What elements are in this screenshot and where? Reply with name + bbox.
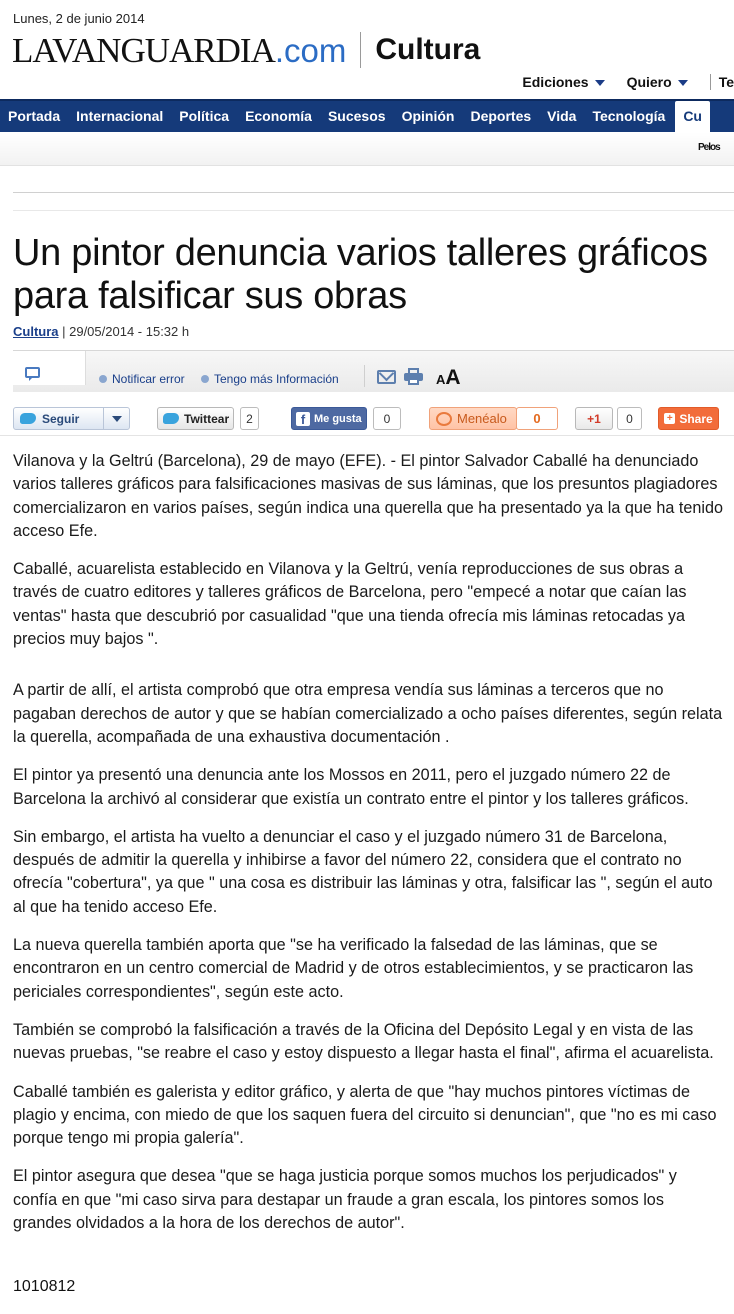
nav-item-sucesos[interactable]: Sucesos xyxy=(327,108,386,124)
article-paragraph: Sin embargo, el artista ha vuelto a denunciar el caso y el juzgado número 31 de Barcelona, después de admitir la querella y inhibirse a favor del número 22, considera que el contrato no ofrecía "cobertura", ya que " una cosa es distribuir las láminas y otra, falsificar las ", según el auto al que ha tenido acceso Efe. xyxy=(13,827,713,916)
meneame-count: 0 xyxy=(516,407,558,430)
article-meta xyxy=(13,324,189,339)
google-plus-label: +1 xyxy=(587,411,601,426)
article-paragraph: Caballé, acuarelista establecido en Vilanova y la Geltrú, venía reproducciones de sus obras a través de cuatro editores y talleres gráficos de Barcelona, pero "empecé a notar que caían las ventas" hasta que descubrió por casualidad "que una tienda ofrecía mis láminas retocadas ya precios muy bajos ". xyxy=(13,560,687,649)
article-body xyxy=(13,450,725,1250)
top-links xyxy=(522,74,734,90)
nav-item-politica[interactable]: Política xyxy=(179,108,230,124)
toolbar-divider xyxy=(364,365,365,387)
font-increase-label[interactable]: A xyxy=(445,366,461,389)
nav-item-cultura[interactable]: Cu xyxy=(675,101,710,132)
article-paragraph: El pintor asegura que desea "que se haga justicia porque somos muchos los perjudicados" y confía en que "mi caso sirva para destapar un fraude a gran escala, los pintores somos los grandes olvidados a la hora de los derechos de autor". xyxy=(13,1167,677,1233)
section-link[interactable]: Cultura xyxy=(13,324,59,339)
editions-menu[interactable] xyxy=(522,74,604,90)
masthead xyxy=(12,30,480,70)
divider xyxy=(13,192,734,193)
article-timestamp: | 29/05/2014 - 15:32 h xyxy=(62,324,190,339)
article-paragraph: También se comprobó la falsificación a través de la Oficina del Depósito Legal y en vista de las nuevas pruebas, "se reabre el caso y estoy dispuesto a llegar hasta el final", afirma el acuarelista. xyxy=(13,1020,714,1063)
article-paragraph: Vilanova y la Geltrú (Barcelona), 29 de mayo (EFE). - El pintor Salvador Caballé ha denunciado varios talleres gráficos para falsificaciones masivas de sus láminas, que los presuntos plagiadores comercializaron en varios países, según indica una querella que ha presentado ya la que ha tenido acceso Efe. xyxy=(13,452,724,540)
print-icon[interactable] xyxy=(404,368,423,385)
share-button[interactable] xyxy=(658,407,719,430)
quiero-menu[interactable] xyxy=(627,74,688,90)
logo-divider xyxy=(360,32,361,68)
notify-error-label: Notificar error xyxy=(112,372,185,386)
comments-tab[interactable] xyxy=(13,351,86,385)
quiero-label: Quiero xyxy=(626,74,672,90)
plus-icon: + xyxy=(664,413,675,424)
nav-item-economia[interactable]: Economía xyxy=(245,108,312,124)
chevron-down-icon[interactable] xyxy=(103,408,129,429)
chevron-down-icon xyxy=(678,80,688,86)
article-paragraph: La nueva querella también aporta que "se ha verificado la falsedad de las láminas, que se encontraron en un centro comercial de Madrid y de otros establecimientos, y se practicaron las periciales correspondientes", según este acto. xyxy=(13,936,694,1001)
google-plus-button[interactable] xyxy=(575,407,613,430)
notify-error-link[interactable] xyxy=(99,372,185,386)
follow-button[interactable] xyxy=(13,407,130,430)
subnav-bar xyxy=(0,132,734,166)
twitter-bird-icon xyxy=(163,413,179,424)
social-bar xyxy=(0,400,734,436)
site-logo[interactable] xyxy=(12,30,347,70)
article-paragraph: Caballé también es galerista y editor gráfico, y alerta de que "hay muchos pintores víctimas de plagio y encima, con miedo de que los saquen fuera del circuito si denuncian", que "no es mi caso porque tengo mi propia galería". xyxy=(13,1082,717,1148)
te-menu[interactable] xyxy=(710,74,734,90)
meneame-icon xyxy=(436,412,452,426)
bullet-icon xyxy=(201,375,209,383)
bullet-icon xyxy=(99,375,107,383)
google-plus-count: 0 xyxy=(617,407,642,430)
nav-item-deportes[interactable]: Deportes xyxy=(470,108,532,124)
share-label: Share xyxy=(679,411,713,426)
article-paragraph: El pintor ya presentó una denuncia ante los Mossos en 2011, pero el juzgado número 22 de Barcelona la archivó al considerar que existía un contrato entre el pintor y los talleres gráficos. xyxy=(13,766,689,808)
font-decrease-label[interactable]: A xyxy=(436,372,446,387)
article-id: 1010812 xyxy=(13,1278,76,1295)
divider xyxy=(13,210,734,211)
tweet-label: Twittear xyxy=(184,411,230,426)
more-info-label: Tengo más Información xyxy=(214,372,339,386)
nav-item-tecnologia[interactable]: Tecnología xyxy=(592,108,666,124)
nav-item-opinion[interactable]: Opinión xyxy=(401,108,455,124)
tweet-count: 2 xyxy=(240,407,259,430)
section-title[interactable]: Cultura xyxy=(375,33,481,66)
chevron-down-icon xyxy=(595,80,605,86)
logo-domain-text: .com xyxy=(274,31,347,69)
tweet-button[interactable] xyxy=(157,407,234,430)
subnav-partial-text[interactable]: Pelos xyxy=(698,142,720,153)
article-toolbar xyxy=(13,350,734,392)
email-icon[interactable] xyxy=(377,370,396,384)
nav-item-portada[interactable]: Portada xyxy=(8,108,61,124)
logo-main-text: LAVANGUARDIA xyxy=(12,30,275,70)
main-navigation xyxy=(0,99,734,132)
more-info-link[interactable] xyxy=(201,372,339,386)
like-count: 0 xyxy=(373,407,401,430)
article-title: Un pintor denuncia varios talleres gráficos para falsificar sus obras xyxy=(13,232,708,317)
meneame-button[interactable] xyxy=(429,407,517,430)
follow-label: Seguir xyxy=(42,411,80,426)
editions-label: Ediciones xyxy=(522,74,589,90)
like-button[interactable] xyxy=(291,407,367,430)
comment-icon xyxy=(25,367,40,378)
te-label: Te xyxy=(718,74,734,90)
date-label: Lunes, 2 de junio 2014 xyxy=(13,11,145,26)
facebook-icon: f xyxy=(296,412,310,426)
font-size-control[interactable] xyxy=(436,366,461,390)
meneame-label: Menéalo xyxy=(457,411,507,426)
like-label: Me gusta xyxy=(314,412,362,425)
nav-item-internacional[interactable]: Internacional xyxy=(76,108,164,124)
nav-item-vida[interactable]: Vida xyxy=(547,108,577,124)
twitter-bird-icon xyxy=(20,413,36,424)
article-paragraph: A partir de allí, el artista comprobó que otra empresa vendía sus láminas a terceros que no pagaban derechos de autor y que se habían comercializado a ocho países diferentes, según relata la querella, acompañada de una exhaustiva documentación . xyxy=(13,681,723,746)
